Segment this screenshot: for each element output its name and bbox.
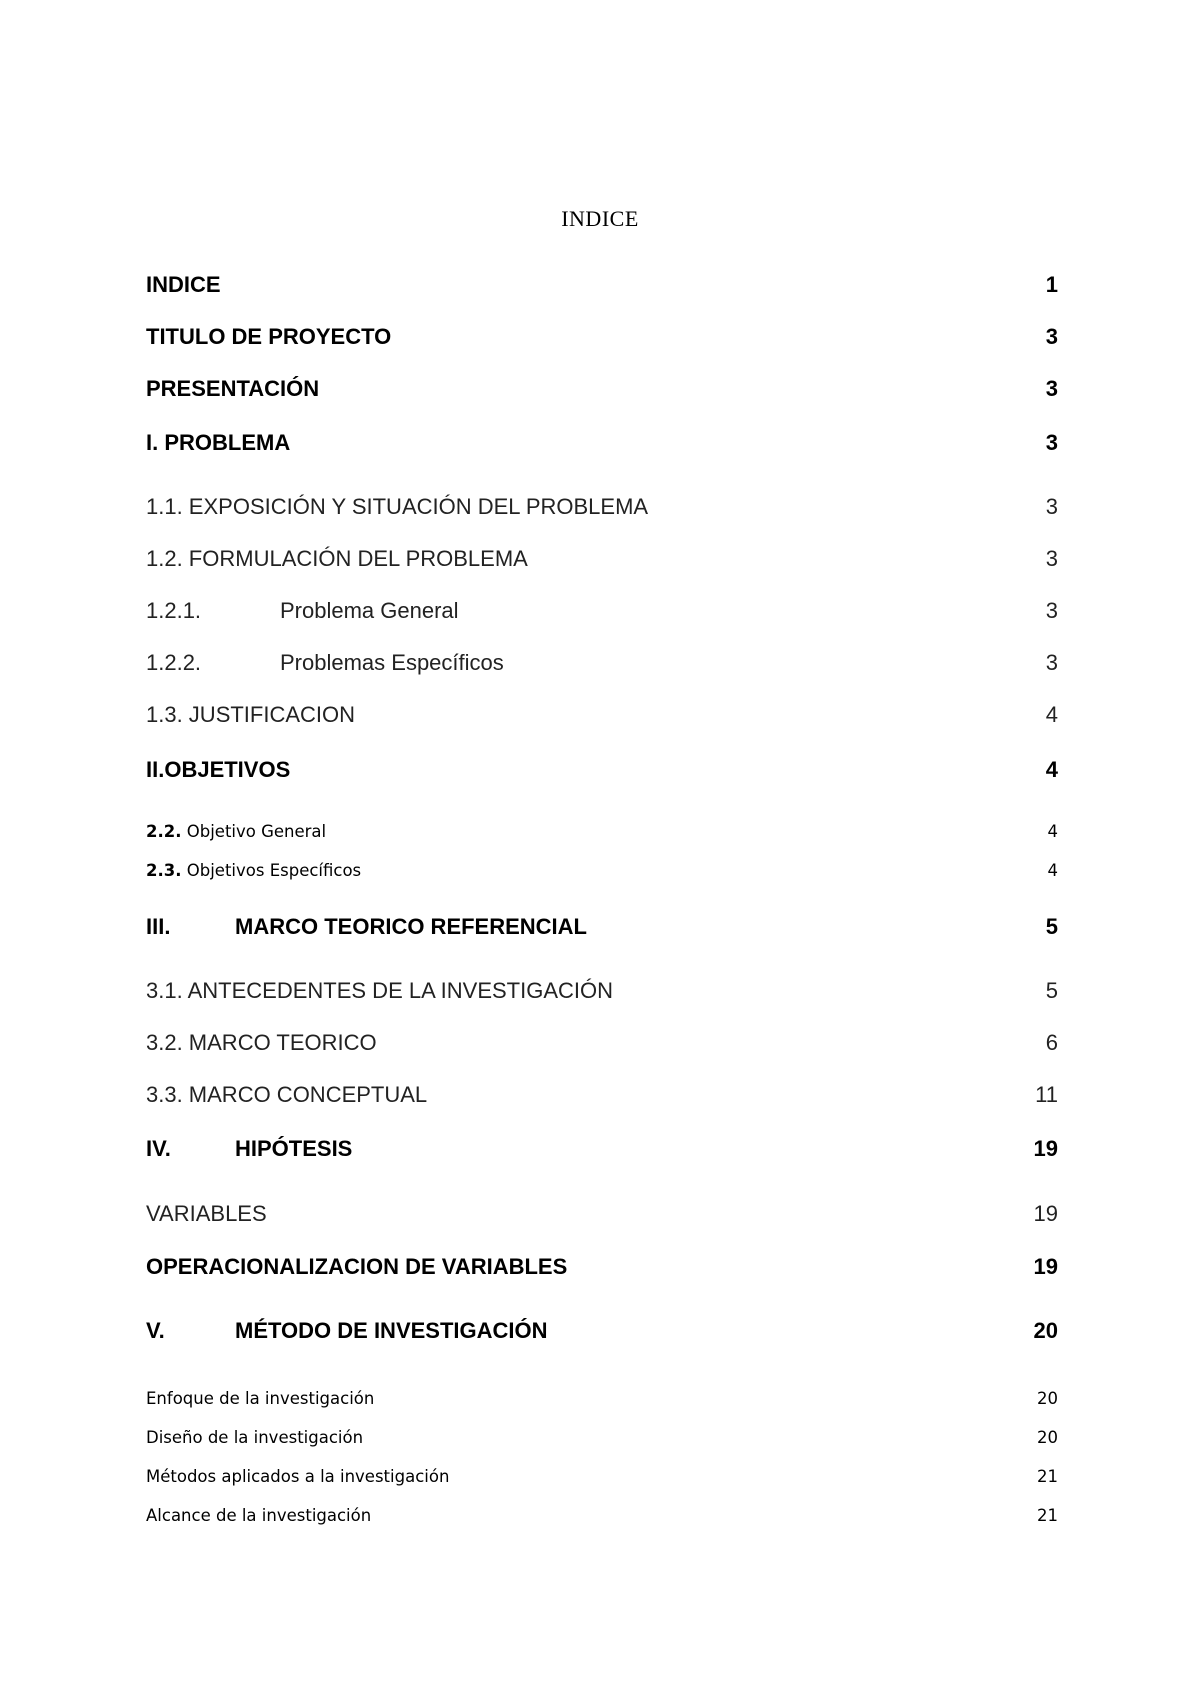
toc-entry-problema[interactable]: [146, 430, 1058, 456]
toc-entry-text: 1.1. EXPOSICIÓN Y SITUACIÓN DEL PROBLEMA: [146, 494, 649, 519]
toc-entry-page: 19: [1033, 1201, 1058, 1226]
toc-entry-page: 21: [1037, 1467, 1058, 1486]
toc-entry-text: II.OBJETIVOS: [146, 757, 291, 782]
toc-entry-page: 19: [1033, 1136, 1058, 1161]
toc-entry-alcance[interactable]: [146, 1506, 1058, 1525]
toc-entry-text: Problema General: [280, 598, 459, 623]
toc-entry-page: 6: [1045, 1030, 1058, 1055]
toc-entry-titulo[interactable]: [146, 324, 1058, 350]
toc-entry-page: 20: [1033, 1318, 1058, 1343]
toc-entry-problema-general[interactable]: [146, 598, 1058, 624]
toc-entry-objetivos[interactable]: [146, 757, 1058, 783]
toc-entry-enfoque[interactable]: [146, 1389, 1058, 1408]
toc-entry-antecedentes[interactable]: [146, 978, 1058, 1004]
toc-entry-text: Problemas Específicos: [280, 650, 504, 675]
toc-entry-formulacion[interactable]: [146, 546, 1058, 572]
toc-entry-metodo[interactable]: [146, 1318, 1058, 1344]
toc-entry-number: 2.3.: [146, 861, 182, 880]
toc-entry-number: III.: [146, 914, 171, 939]
toc-entry-page: 3: [1045, 650, 1058, 675]
toc-entry-page: 20: [1037, 1428, 1058, 1447]
toc-entry-text: Alcance de la investigación: [146, 1506, 372, 1525]
toc-entry-text: MARCO TEORICO REFERENCIAL: [235, 914, 587, 939]
toc-entry-marco-teorico-referencial[interactable]: [146, 914, 1058, 940]
toc-entry-page: 3: [1045, 376, 1058, 401]
toc-entry-page: 21: [1037, 1506, 1058, 1525]
toc-entry-text: Enfoque de la investigación: [146, 1389, 375, 1408]
toc-entry-text: Diseño de la investigación: [146, 1428, 364, 1447]
toc-entry-text: I. PROBLEMA: [146, 430, 291, 455]
toc-entry-text: Objetivos Específicos: [181, 861, 362, 880]
toc-entry-marco-teorico[interactable]: [146, 1030, 1058, 1056]
toc-entry-number: V.: [146, 1318, 165, 1343]
toc-entry-objetivos-especificos[interactable]: [146, 861, 1058, 880]
toc-entry-text: HIPÓTESIS: [235, 1136, 353, 1161]
toc-entry-text: 1.3. JUSTIFICACION: [146, 702, 356, 727]
toc-entry-text: INDICE: [146, 272, 221, 297]
toc-entry-metodos-aplicados[interactable]: [146, 1467, 1058, 1486]
toc-entry-page: 1: [1045, 272, 1058, 297]
toc-entry-hipotesis[interactable]: [146, 1136, 1058, 1162]
toc-entry-page: 4: [1045, 702, 1058, 727]
document-title: INDICE: [561, 206, 639, 231]
toc-entry-text: Métodos aplicados a la investigación: [146, 1467, 450, 1486]
toc-entry-page: 4: [1047, 822, 1058, 841]
toc-entry-text: 3.1. ANTECEDENTES DE LA INVESTIGACIÓN: [146, 978, 614, 1003]
toc-entry-number: 1.2.2.: [146, 650, 202, 675]
toc-entry-page: 11: [1035, 1082, 1058, 1107]
toc-entry-presentacion[interactable]: [146, 376, 1058, 402]
toc-entry-variables[interactable]: [146, 1201, 1058, 1227]
toc-entry-exposicion[interactable]: [146, 494, 1058, 520]
toc-entry-page: 4: [1047, 861, 1058, 880]
toc-entry-text: OPERACIONALIZACION DE VARIABLES: [146, 1254, 568, 1279]
toc-entry-page: 4: [1045, 757, 1058, 782]
toc-entry-text: MÉTODO DE INVESTIGACIÓN: [235, 1318, 548, 1343]
toc-entry-problemas-especificos[interactable]: [146, 650, 1058, 676]
toc-entry-page: 19: [1033, 1254, 1058, 1279]
toc-entry-number: 2.2.: [146, 822, 182, 841]
toc-entry-text: 3.2. MARCO TEORICO: [146, 1030, 377, 1055]
toc-entry-page: 3: [1045, 546, 1058, 571]
toc-entry-objetivo-general[interactable]: [146, 822, 1058, 841]
toc-entry-diseno[interactable]: [146, 1428, 1058, 1447]
toc-entry-number: 1.2.1.: [146, 598, 202, 623]
toc-entry-marco-conceptual[interactable]: [146, 1082, 1058, 1108]
toc-entry-text: VARIABLES: [146, 1201, 267, 1226]
toc-entry-page: 3: [1045, 494, 1058, 519]
toc-entry-page: 3: [1045, 598, 1058, 623]
toc-entry-text: 3.3. MARCO CONCEPTUAL: [146, 1082, 428, 1107]
toc-entry-page: 5: [1045, 914, 1058, 939]
toc-entry-number: IV.: [146, 1136, 171, 1161]
toc-entry-text: 1.2. FORMULACIÓN DEL PROBLEMA: [146, 546, 528, 571]
toc-entry-operacionalizacion[interactable]: [146, 1254, 1058, 1280]
toc-entry-page: 5: [1045, 978, 1058, 1003]
toc-entry-text: PRESENTACIÓN: [146, 376, 320, 401]
toc-entry-page: 3: [1045, 430, 1058, 455]
toc-entry-justificacion[interactable]: [146, 702, 1058, 728]
toc-entry-page: 20: [1037, 1389, 1058, 1408]
toc-entry-text: Objetivo General: [181, 822, 327, 841]
toc-entry-page: 3: [1045, 324, 1058, 349]
toc-entry-indice[interactable]: [146, 272, 1058, 298]
toc-entry-text: TITULO DE PROYECTO: [146, 324, 392, 349]
